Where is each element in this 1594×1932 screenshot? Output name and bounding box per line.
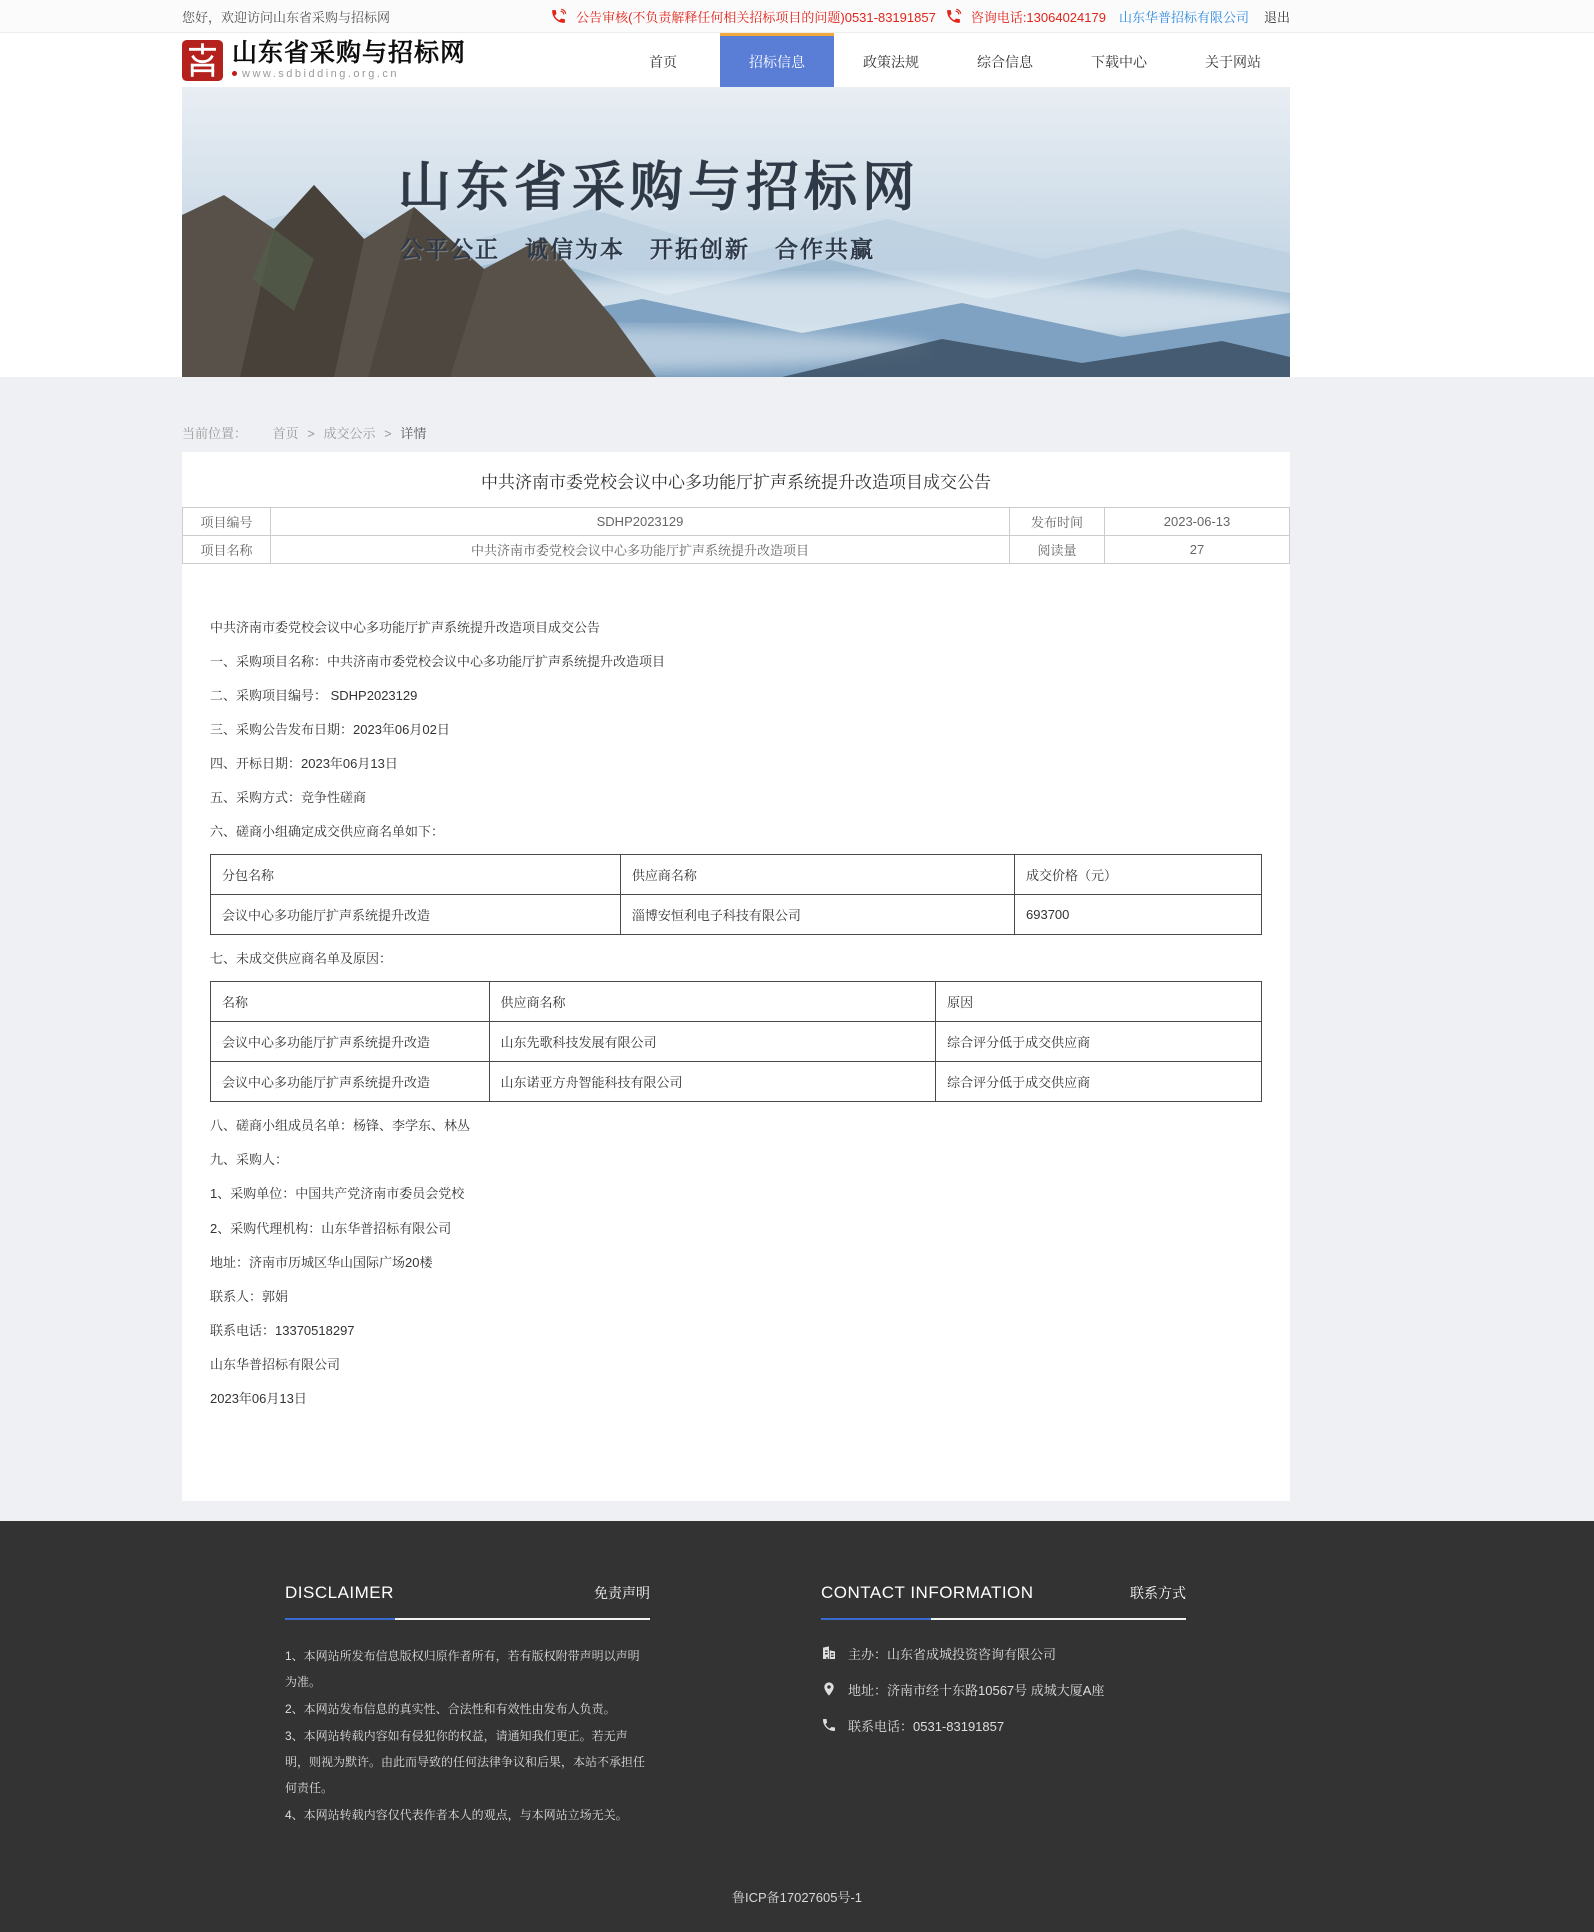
winner-price-cell: 693700 (1015, 895, 1262, 935)
nav-item-policies[interactable]: 政策法规 (863, 53, 919, 70)
article-title: 中共济南市委党校会议中心多功能厅扩声系统提升改造项目成交公告 (481, 473, 991, 492)
meta-value-project-name: 中共济南市委党校会议中心多功能厅扩声系统提升改造项目 (271, 536, 1010, 564)
meta-value-project-no: SDHP2023129 (271, 508, 1010, 536)
nav-item-about[interactable]: 关于网站 (1205, 53, 1261, 70)
nav-item-general-info[interactable]: 综合信息 (977, 53, 1033, 70)
site-name: 山东省采购与招标网 (232, 39, 467, 68)
loser-reason-cell: 综合评分低于成交供应商 (936, 1022, 1262, 1062)
article-paragraph: 2、采购代理机构：山东华普招标有限公司 (210, 1220, 452, 1236)
article-paragraph: 六、磋商小组确定成交供应商名单如下： (210, 824, 445, 840)
disclaimer-item: 1、本网站所发布信息版权归原作者所有，若有版权附带声明以声明为准。 (285, 1648, 640, 1689)
banner-slogan: 公平公正 诚信为本 开拓创新 合作共赢 (400, 237, 875, 262)
meta-value-views: 27 (1105, 536, 1290, 564)
red-dot (232, 71, 237, 76)
building-icon (821, 1645, 837, 1661)
footer-divider (821, 1618, 1186, 1620)
site-logo[interactable] (182, 33, 466, 87)
contact-address-text: 地址：济南市经十东路10567号 成城大厦A座 (848, 1682, 1105, 1698)
banner-title: 山东省采购与招标网 (398, 159, 920, 217)
location-icon (821, 1681, 837, 1697)
breadcrumb-section[interactable]: 成交公示 (323, 426, 376, 441)
site-url: www.sdbidding.org.cn (242, 67, 400, 80)
loser-table-header: 名称 (211, 982, 490, 1022)
meta-value-publish-date: 2023-06-13 (1105, 508, 1290, 536)
table-row (183, 508, 1290, 536)
article-paragraph: 三、采购公告发布日期：2023年06月02日 (210, 722, 450, 738)
phone-icon (821, 1717, 837, 1733)
article-paragraph: 1、采购单位：中国共产党济南市委员会党校 (210, 1186, 465, 1202)
breadcrumb-home[interactable]: 首页 (272, 426, 299, 441)
breadcrumb-current: 详情 (400, 426, 427, 441)
article-paragraph: 一、采购项目名称：中共济南市委党校会议中心多功能厅扩声系统提升改造项目 (210, 654, 666, 670)
disclaimer-item: 4、本网站转载内容仅代表作者本人的观点，与本网站立场无关。 (285, 1807, 628, 1822)
meta-label: 阅读量 (1010, 536, 1105, 564)
winner-package-cell: 会议中心多功能厅扩声系统提升改造 (211, 895, 621, 935)
article-paragraph: 联系电话：13370518297 (210, 1322, 355, 1338)
article-paragraph: 九、采购人： (210, 1152, 289, 1168)
site-logo-icon (182, 40, 223, 81)
meta-label: 发布时间 (1010, 508, 1105, 536)
icp-record-text: 鲁ICP备17027605号-1 (731, 1889, 863, 1905)
welcome-text: 您好，欢迎访问山东省采购与招标网 (182, 9, 391, 25)
winner-table (210, 854, 1262, 935)
contact-title-en: CONTACT INFORMATION (821, 1582, 1034, 1602)
phone-ring-icon (550, 8, 567, 25)
breadcrumb-label: 当前位置： (182, 426, 248, 441)
loser-table-header: 供应商名称 (489, 982, 936, 1022)
table-row (211, 895, 1262, 935)
loser-package-cell: 会议中心多功能厅扩声系统提升改造 (211, 1062, 490, 1102)
winner-table-header: 成交价格（元） (1015, 855, 1262, 895)
winner-table-header: 供应商名称 (620, 855, 1014, 895)
page-background (0, 377, 1594, 1521)
article-paragraph: 四、开标日期：2023年06月13日 (210, 756, 398, 772)
winner-table-header: 分包名称 (211, 855, 621, 895)
meta-label: 项目编号 (183, 508, 271, 536)
nav-item-download-center[interactable]: 下载中心 (1091, 53, 1147, 70)
article-paragraph: 八、磋商小组成员名单：杨锋、李学东、林丛 (210, 1118, 471, 1134)
nav-item-home[interactable]: 首页 (649, 53, 677, 70)
loser-table (210, 981, 1262, 1102)
table-row (211, 982, 1262, 1022)
review-phone-text: 公告审核(不负责解释任何相关招标项目的问题)0531-83191857 (576, 9, 936, 25)
disclaimer-item: 3、本网站转载内容如有侵犯你的权益，请通知我们更正。若无声明，则视为默许。由此而导致的任何法律争议和后果，本站不承担任何责任。 (285, 1728, 646, 1795)
phone-ring-icon (945, 8, 962, 25)
article-paragraph: 地址：济南市历城区华山国际广场20楼 (210, 1254, 433, 1270)
footer-divider (285, 1618, 650, 1620)
topbar (0, 0, 1594, 33)
main-nav (606, 33, 1290, 87)
breadcrumb-separator: > (307, 426, 315, 441)
table-row (211, 1062, 1262, 1102)
disclaimer-item: 2、本网站发布信息的真实性、合法性和有效性由发布人负责。 (285, 1701, 616, 1716)
contact-phone-text: 联系电话：0531-83191857 (848, 1718, 1005, 1734)
contact-title-zh: 联系方式 (1130, 1584, 1186, 1601)
article-paragraph: 山东华普招标有限公司 (210, 1356, 341, 1372)
article-body (182, 564, 1290, 1411)
article-meta-table (182, 507, 1290, 564)
footer-contact-column (821, 1583, 1186, 1829)
contact-phone-row (821, 1716, 1186, 1735)
nav-item-bidding-info[interactable]: 招标信息 (720, 33, 834, 87)
article-paragraph: 五、采购方式：竞争性磋商 (210, 790, 367, 806)
article-paragraph: 联系人：郭娟 (210, 1288, 289, 1304)
winner-supplier-cell: 淄博安恒利电子科技有限公司 (620, 895, 1014, 935)
disclaimer-list (285, 1643, 650, 1828)
contact-organizer-row (821, 1644, 1186, 1663)
meta-label: 项目名称 (183, 536, 271, 564)
contact-organizer-text: 主办：山东省成城投资咨询有限公司 (848, 1646, 1057, 1662)
loser-supplier-cell: 山东诺亚方舟智能科技有限公司 (489, 1062, 936, 1102)
breadcrumb-separator: > (384, 426, 392, 441)
loser-reason-cell: 综合评分低于成交供应商 (936, 1062, 1262, 1102)
loser-table-header: 原因 (936, 982, 1262, 1022)
site-footer (0, 1521, 1594, 1932)
article-card (182, 452, 1290, 1501)
article-paragraph: 二、采购项目编号： SDHP2023129 (210, 688, 418, 704)
table-row (211, 855, 1262, 895)
loser-supplier-cell: 山东先歌科技发展有限公司 (489, 1022, 936, 1062)
contact-address-row (821, 1680, 1186, 1699)
loser-package-cell: 会议中心多功能厅扩声系统提升改造 (211, 1022, 490, 1062)
article-paragraph: 中共济南市委党校会议中心多功能厅扩声系统提升改造项目成交公告 (210, 620, 601, 635)
table-row (211, 1022, 1262, 1062)
company-link[interactable]: 山东华普招标有限公司 (1118, 9, 1249, 25)
article-paragraph: 2023年06月13日 (210, 1390, 307, 1406)
disclaimer-title-zh: 免责声明 (594, 1584, 650, 1601)
hero-banner (182, 87, 1290, 377)
logout-link[interactable]: 退出 (1263, 9, 1290, 25)
breadcrumb (182, 377, 1290, 452)
disclaimer-title-en: DISCLAIMER (285, 1582, 394, 1602)
article-paragraph: 七、未成交供应商名单及原因： (210, 951, 393, 967)
footer-disclaimer-column (285, 1583, 650, 1829)
consult-phone-text: 咨询电话:13064024179 (970, 9, 1106, 25)
table-row (183, 536, 1290, 564)
site-header (0, 33, 1594, 87)
